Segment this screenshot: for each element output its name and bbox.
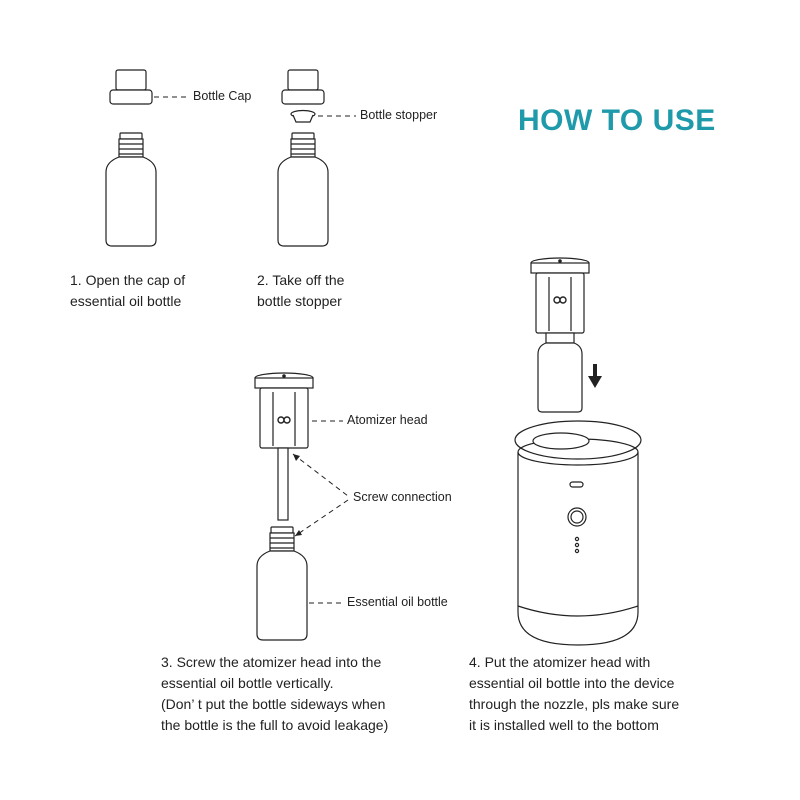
step-1-text xyxy=(70,270,185,312)
bottle-cap-1 xyxy=(110,70,152,104)
step-3-line: (Don’ t put the bottle sideways when xyxy=(161,696,386,712)
step-2-line: 2. Take off the xyxy=(257,272,345,288)
atomizer-head-4 xyxy=(531,258,589,333)
step-2-text xyxy=(257,270,344,312)
bottle-cap-2 xyxy=(282,70,324,104)
step-4-line: through the nozzle, pls make sure xyxy=(469,696,680,712)
step-1-line: essential oil bottle xyxy=(70,293,182,309)
page-title: HOW TO USE xyxy=(518,104,716,137)
atomizer-head-3 xyxy=(255,373,313,448)
step-4-line: 4. Put the atomizer head with xyxy=(469,654,651,670)
label-essential-oil-bottle: Essential oil bottle xyxy=(347,595,448,609)
essential-oil-bottle-1 xyxy=(106,133,156,246)
label-bottle-cap: Bottle Cap xyxy=(193,89,252,103)
step-4-line: essential oil bottle into the device xyxy=(469,675,675,691)
essential-oil-bottle-3 xyxy=(257,527,307,640)
step-3-text xyxy=(161,652,388,736)
essential-oil-bottle-4 xyxy=(538,333,582,412)
atomizer-tube xyxy=(278,448,288,520)
step-1-line: 1. Open the cap of xyxy=(70,272,186,288)
leader-screw-connection-lower xyxy=(295,500,348,536)
step-2-line: bottle stopper xyxy=(257,293,342,309)
down-arrow-icon xyxy=(588,364,602,388)
step-4-line: it is installed well to the bottom xyxy=(469,717,659,733)
essential-oil-bottle-2 xyxy=(278,133,328,246)
label-screw-connection: Screw connection xyxy=(353,490,452,504)
bottle-stopper xyxy=(291,111,315,123)
step-3-line: essential oil bottle vertically. xyxy=(161,675,334,691)
arrowhead-lower xyxy=(295,530,302,536)
leader-screw-connection-upper xyxy=(293,454,348,496)
diffuser-device xyxy=(515,421,641,645)
label-bottle-stopper: Bottle stopper xyxy=(360,108,438,122)
step-3-line: the bottle is the full to avoid leakage) xyxy=(161,717,389,733)
step-3-line: 3. Screw the atomizer head into the xyxy=(161,654,382,670)
arrowhead-upper xyxy=(293,454,300,461)
step-4-text xyxy=(469,652,679,736)
label-atomizer-head: Atomizer head xyxy=(347,413,428,427)
